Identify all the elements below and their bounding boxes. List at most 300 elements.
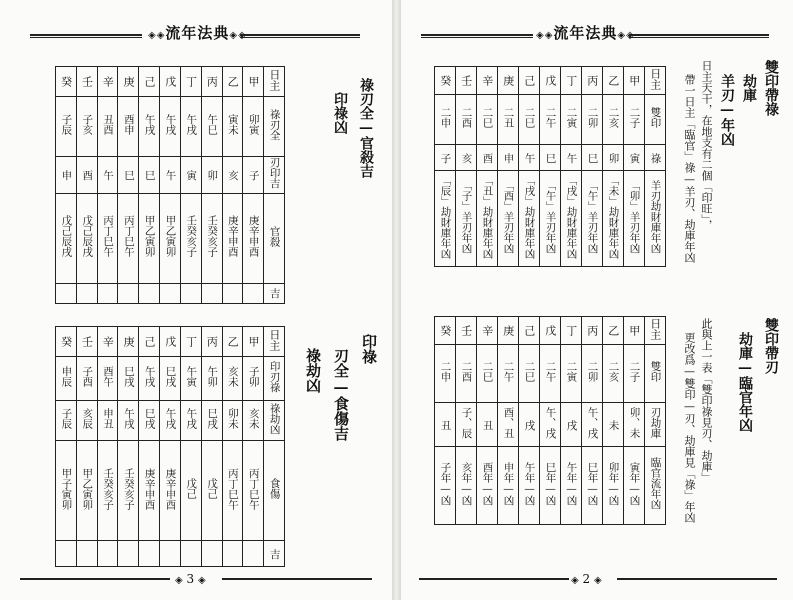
table-cell bbox=[222, 283, 243, 303]
cell-text: 申丑 bbox=[102, 408, 115, 429]
table-cell bbox=[477, 447, 498, 525]
table-cell bbox=[180, 401, 201, 441]
table-header-cell bbox=[435, 317, 456, 345]
note-line: 日主天干，在地支有二個「印旺」， bbox=[700, 60, 713, 231]
table-cell bbox=[243, 541, 264, 567]
table-right-top bbox=[434, 66, 666, 267]
note-line: 更改爲—雙印—刃、劫庫見「祿」年凶 bbox=[683, 332, 696, 523]
cell-text: 癸 bbox=[59, 76, 73, 87]
table-cell bbox=[603, 95, 624, 145]
table-cell bbox=[264, 541, 285, 567]
table-row bbox=[56, 401, 285, 441]
table-cell bbox=[624, 403, 645, 447]
table-cell bbox=[645, 403, 666, 447]
table-cell bbox=[160, 97, 181, 157]
table-cell bbox=[540, 171, 561, 267]
cell-text: 卯未 bbox=[226, 408, 239, 429]
cell-text: 午戌 bbox=[185, 408, 198, 429]
table-cell bbox=[201, 401, 222, 441]
table-header-row bbox=[435, 67, 666, 95]
table-cell bbox=[264, 97, 285, 157]
cell-text: 日主 bbox=[648, 317, 662, 340]
table-cell bbox=[456, 171, 477, 267]
cell-text: 酉 bbox=[81, 169, 94, 181]
cell-text: 祿劫凶 bbox=[268, 402, 281, 435]
table-cell bbox=[160, 441, 181, 541]
cell-text: 乙 bbox=[226, 336, 240, 347]
cell-text: 甲子寅卯 bbox=[60, 467, 73, 510]
table-header-cell bbox=[264, 67, 285, 97]
cell-text: 寅 bbox=[628, 152, 641, 163]
table-header-cell bbox=[624, 317, 645, 345]
cell-text: 壬癸亥子 bbox=[102, 467, 115, 510]
table-header-cell bbox=[56, 327, 77, 357]
cell-text: 甲乙寅卯 bbox=[164, 215, 177, 257]
table-cell bbox=[97, 401, 118, 441]
cell-text: 己 bbox=[522, 325, 536, 336]
left-page bbox=[0, 0, 392, 600]
table-cell bbox=[540, 95, 561, 145]
cell-text: 戊 bbox=[543, 325, 557, 336]
table-row bbox=[435, 345, 666, 403]
cell-text: 酉、丑 bbox=[502, 406, 515, 439]
cell-text: 午戌 bbox=[185, 114, 198, 135]
table-cell bbox=[435, 145, 456, 171]
table-cell bbox=[201, 541, 222, 567]
table-cell bbox=[645, 447, 666, 525]
table-cell bbox=[118, 541, 139, 567]
table-row bbox=[56, 357, 285, 401]
table-cell bbox=[498, 145, 519, 171]
cell-text: 巳戌 bbox=[122, 366, 135, 387]
table-cell bbox=[118, 157, 139, 194]
table-cell bbox=[645, 345, 666, 403]
table-cell bbox=[97, 157, 118, 194]
title-line: 印祿 bbox=[360, 334, 378, 364]
table-cell bbox=[56, 193, 77, 283]
cell-text: 午卯 bbox=[206, 366, 219, 387]
cell-text: 二巳 bbox=[481, 361, 494, 382]
table-cell bbox=[582, 95, 603, 145]
cell-text: 亥未 bbox=[226, 366, 239, 387]
cell-text: 官殺 bbox=[268, 225, 281, 247]
header-rule-right bbox=[629, 34, 769, 38]
ornament-icon: ◈ bbox=[198, 575, 206, 586]
cell-text: 「戌」劫財庫年凶 bbox=[523, 174, 536, 259]
table-cell bbox=[603, 171, 624, 267]
cell-text: 申年—凶 bbox=[502, 461, 515, 506]
table-cell bbox=[76, 97, 97, 157]
table-cell bbox=[645, 95, 666, 145]
cell-text: 日主 bbox=[267, 328, 281, 351]
cell-text: 丁 bbox=[564, 75, 578, 86]
cell-text: 雙印 bbox=[649, 107, 662, 128]
table-cell bbox=[56, 157, 77, 194]
cell-text: 亥 bbox=[460, 152, 473, 163]
title-line: 刃全—食傷吉 bbox=[332, 348, 350, 441]
table-cell bbox=[76, 357, 97, 401]
cell-text: 二午 bbox=[544, 361, 557, 382]
cell-text: 丑 bbox=[481, 419, 494, 430]
cell-text: 日主 bbox=[648, 67, 662, 90]
cell-text: 癸 bbox=[59, 336, 73, 347]
table-cell bbox=[456, 447, 477, 525]
cell-text: 巳戌 bbox=[164, 366, 177, 387]
table-header-cell bbox=[222, 327, 243, 357]
table-cell bbox=[435, 403, 456, 447]
note-right-bottom bbox=[673, 318, 713, 538]
cell-text: 壬 bbox=[80, 76, 94, 87]
cell-text: 丙丁巳午 bbox=[122, 215, 135, 257]
table-cell bbox=[160, 357, 181, 401]
cell-text: 刃劫庫 bbox=[649, 406, 662, 439]
cell-text: 甲 bbox=[627, 75, 641, 86]
cell-text: 卯年—凶 bbox=[607, 461, 620, 506]
cell-text: 「酉」羊刃年凶 bbox=[502, 179, 515, 254]
cell-text: 甲 bbox=[627, 325, 641, 336]
table-cell bbox=[118, 97, 139, 157]
cell-text: 二寅 bbox=[565, 361, 578, 382]
table-cell bbox=[456, 403, 477, 447]
table-cell bbox=[561, 447, 582, 525]
table-cell bbox=[201, 441, 222, 541]
table-row bbox=[56, 541, 285, 567]
cell-text: 午戌 bbox=[164, 114, 177, 135]
title-line: 劫庫 bbox=[741, 74, 757, 102]
table-header-cell bbox=[477, 67, 498, 95]
page-number-right: ◈ 2 ◈ bbox=[571, 572, 602, 586]
table-cell bbox=[139, 157, 160, 194]
cell-text: 酉申 bbox=[122, 114, 135, 135]
table-cell bbox=[118, 357, 139, 401]
cell-text: 丑 bbox=[439, 419, 452, 430]
table-header-cell bbox=[243, 67, 264, 97]
table-cell bbox=[180, 193, 201, 283]
cell-text: 午年—凶 bbox=[523, 461, 536, 506]
table-cell bbox=[456, 145, 477, 171]
table-cell bbox=[435, 447, 456, 525]
title-line: 雙印帶刃 bbox=[763, 318, 779, 374]
table-cell bbox=[498, 403, 519, 447]
table-cell bbox=[540, 403, 561, 447]
table-row bbox=[435, 171, 666, 267]
table-cell bbox=[56, 357, 77, 401]
table-cell bbox=[222, 97, 243, 157]
cell-text: 「子」羊刃年凶 bbox=[460, 179, 473, 254]
table-cell bbox=[180, 97, 201, 157]
cell-text: 亥未 bbox=[247, 408, 260, 429]
table-header-row bbox=[435, 317, 666, 345]
table-header-cell bbox=[498, 67, 519, 95]
cell-text: 午巳 bbox=[206, 114, 219, 135]
table-cell bbox=[519, 345, 540, 403]
table-left-top bbox=[55, 66, 285, 304]
table-cell bbox=[561, 145, 582, 171]
table-cell bbox=[561, 345, 582, 403]
table-header-cell bbox=[477, 317, 498, 345]
cell-text: 卯寅 bbox=[247, 114, 260, 135]
table-cell bbox=[264, 193, 285, 283]
table-cell bbox=[624, 171, 645, 267]
cell-text: 丙 bbox=[205, 76, 219, 87]
cell-text: 午、戌 bbox=[586, 406, 599, 439]
cell-text: 二酉 bbox=[460, 107, 473, 128]
cell-text: 二午 bbox=[544, 107, 557, 128]
cell-text: 午 bbox=[523, 152, 536, 163]
header-title-right: ◈◈流年法典◈◈ bbox=[536, 24, 635, 42]
header-rule-left bbox=[30, 34, 142, 38]
table-cell bbox=[76, 441, 97, 541]
table-row bbox=[435, 403, 666, 447]
title-line: 祿劫凶 bbox=[304, 348, 322, 393]
cell-text: 子辰 bbox=[60, 408, 73, 429]
cell-text: 巳戌 bbox=[206, 408, 219, 429]
cell-text: 丁 bbox=[564, 325, 578, 336]
cell-text: 吉 bbox=[268, 548, 281, 559]
table-header-cell bbox=[624, 67, 645, 95]
table-cell bbox=[139, 357, 160, 401]
table-cell bbox=[477, 95, 498, 145]
cell-text: 日主 bbox=[267, 68, 281, 91]
note-line: 此與上一表「雙印祿見刃、劫庫」 bbox=[700, 318, 713, 483]
cell-text: 子 bbox=[439, 152, 452, 163]
cell-text: 午戌 bbox=[164, 408, 177, 429]
table-header-cell bbox=[243, 327, 264, 357]
table-left-bottom bbox=[55, 326, 285, 567]
table-cell bbox=[180, 157, 201, 194]
cell-text: 壬癸亥子 bbox=[185, 215, 198, 257]
cell-text: 羊刃劫財庫年凶 bbox=[649, 179, 662, 254]
cell-text: 辛 bbox=[101, 336, 115, 347]
table-row bbox=[435, 95, 666, 145]
table-header-cell bbox=[76, 67, 97, 97]
ornament-icon: ◈◈ bbox=[617, 30, 635, 41]
table-cell bbox=[201, 193, 222, 283]
cell-text: 申辰 bbox=[60, 366, 73, 387]
cell-text: 酉午 bbox=[102, 366, 115, 387]
table-cell bbox=[222, 357, 243, 401]
cell-text: 二酉 bbox=[460, 361, 473, 382]
cell-text: 甲乙寅卯 bbox=[143, 215, 156, 257]
table-cell bbox=[139, 283, 160, 303]
cell-text: 吉 bbox=[268, 288, 281, 299]
table-cell bbox=[76, 401, 97, 441]
table-cell bbox=[582, 447, 603, 525]
header-title-left: ◈◈流年法典◈◈ bbox=[148, 24, 247, 42]
table-cell bbox=[243, 193, 264, 283]
cell-text: 子辰 bbox=[60, 114, 73, 135]
cell-text: 卯 bbox=[206, 169, 219, 181]
cell-text: 壬 bbox=[459, 75, 473, 86]
table-cell bbox=[56, 97, 77, 157]
cell-text: 申 bbox=[60, 169, 73, 181]
cell-text: 午年—凶 bbox=[565, 461, 578, 506]
table-cell bbox=[264, 283, 285, 303]
footer-rule-left bbox=[20, 578, 170, 580]
table-cell bbox=[222, 193, 243, 283]
title-line: 祿刃全—官殺吉 bbox=[358, 78, 374, 178]
cell-text: 子亥 bbox=[81, 114, 94, 135]
cell-text: 「午」羊刃年凶 bbox=[586, 179, 599, 254]
table-cell bbox=[624, 447, 645, 525]
table-cell bbox=[498, 345, 519, 403]
cell-text: 戌 bbox=[565, 419, 578, 430]
note-line: 帶一日主「臨官」祿—羊刃、劫庫年凶 bbox=[683, 74, 696, 263]
table-cell bbox=[118, 193, 139, 283]
cell-text: 己 bbox=[142, 76, 156, 87]
cell-text: 二巳 bbox=[481, 107, 494, 128]
cell-text: 甲 bbox=[246, 76, 260, 87]
table-header-row bbox=[56, 327, 285, 357]
cell-text: 壬癸亥子 bbox=[122, 467, 135, 510]
cell-text: 「午」羊刃年凶 bbox=[544, 179, 557, 254]
cell-text: 卯、未 bbox=[628, 406, 641, 439]
cell-text: 亥年—凶 bbox=[460, 461, 473, 506]
cell-text: 二亥 bbox=[607, 107, 620, 128]
table-cell bbox=[160, 157, 181, 194]
table-cell bbox=[519, 403, 540, 447]
table-row bbox=[56, 97, 285, 157]
cell-text: 寅年—凶 bbox=[628, 461, 641, 506]
cell-text: 「辰」劫財庫年凶 bbox=[439, 174, 452, 259]
cell-text: 午戌 bbox=[122, 408, 135, 429]
cell-text: 壬癸亥子 bbox=[206, 215, 219, 257]
table-cell bbox=[498, 95, 519, 145]
cell-text: 祿刃全 bbox=[268, 108, 281, 141]
cell-text: 二申 bbox=[439, 361, 452, 382]
cell-text: 二子 bbox=[628, 361, 641, 382]
table-header-cell bbox=[645, 317, 666, 345]
cell-text: 巳戌 bbox=[143, 408, 156, 429]
table-cell bbox=[624, 145, 645, 171]
cell-text: 甲乙寅卯 bbox=[81, 467, 94, 510]
cell-text: 巳 bbox=[544, 152, 557, 163]
table-header-cell bbox=[118, 67, 139, 97]
ornament-icon: ◈ bbox=[594, 575, 602, 586]
cell-text: 二申 bbox=[439, 107, 452, 128]
table-right-bottom bbox=[434, 316, 666, 525]
table-cell bbox=[56, 541, 77, 567]
cell-text: 巳 bbox=[143, 169, 156, 181]
cell-text: 戌 bbox=[523, 419, 536, 430]
cell-text: 二卯 bbox=[586, 107, 599, 128]
table-cell bbox=[477, 345, 498, 403]
right-page bbox=[401, 0, 793, 600]
table-header-cell bbox=[498, 317, 519, 345]
table-cell bbox=[180, 541, 201, 567]
cell-text: 祿 bbox=[649, 152, 662, 163]
cell-text: 午寅 bbox=[185, 366, 198, 387]
table-row bbox=[435, 145, 666, 171]
cell-text: 雙印 bbox=[649, 361, 662, 382]
table-header-cell bbox=[97, 67, 118, 97]
table-title-right-top bbox=[711, 60, 781, 300]
table-cell bbox=[139, 401, 160, 441]
cell-text: 庚辛申酉 bbox=[226, 215, 239, 257]
table-cell bbox=[603, 345, 624, 403]
table-cell bbox=[97, 97, 118, 157]
table-cell bbox=[645, 171, 666, 267]
table-cell bbox=[56, 283, 77, 303]
book-gutter bbox=[392, 0, 401, 600]
cell-text: 辛 bbox=[480, 75, 494, 86]
cell-text: 二巳 bbox=[523, 361, 536, 382]
cell-text: 午 bbox=[565, 152, 578, 163]
table-cell bbox=[56, 401, 77, 441]
cell-text: 庚 bbox=[122, 336, 136, 347]
table-cell bbox=[498, 447, 519, 525]
table-header-cell bbox=[561, 317, 582, 345]
table-cell bbox=[264, 441, 285, 541]
cell-text: 二寅 bbox=[565, 107, 578, 128]
cell-text: 乙 bbox=[606, 325, 620, 336]
table-cell bbox=[139, 193, 160, 283]
table-cell bbox=[582, 171, 603, 267]
cell-text: 午、戌 bbox=[544, 406, 557, 439]
table-cell bbox=[222, 441, 243, 541]
cell-text: 壬 bbox=[80, 336, 94, 347]
cell-text: 己 bbox=[522, 75, 536, 86]
footer-rule-right bbox=[617, 578, 777, 580]
table-title-left-bottom bbox=[290, 334, 380, 574]
table-header-cell bbox=[456, 317, 477, 345]
cell-text: 丙 bbox=[585, 75, 599, 86]
title-line: 羊刃—年凶 bbox=[719, 74, 735, 146]
cell-text: 食傷 bbox=[268, 478, 281, 499]
table-cell bbox=[477, 145, 498, 171]
table-cell bbox=[160, 283, 181, 303]
table-header-cell bbox=[160, 67, 181, 97]
table-cell bbox=[519, 95, 540, 145]
cell-text: 子酉 bbox=[81, 366, 94, 387]
table-cell bbox=[624, 345, 645, 403]
table-cell bbox=[97, 441, 118, 541]
table-cell bbox=[139, 441, 160, 541]
table-cell bbox=[561, 171, 582, 267]
ornament-icon: ◈ bbox=[571, 575, 579, 586]
table-cell bbox=[118, 401, 139, 441]
table-cell bbox=[243, 97, 264, 157]
table-cell bbox=[456, 95, 477, 145]
table-header-cell bbox=[56, 67, 77, 97]
cell-text: 丁 bbox=[184, 76, 198, 87]
table-cell bbox=[139, 541, 160, 567]
cell-text: 戊 bbox=[163, 76, 177, 87]
table-cell bbox=[456, 345, 477, 403]
table-cell bbox=[222, 401, 243, 441]
table-header-cell bbox=[603, 317, 624, 345]
table-cell bbox=[222, 157, 243, 194]
table-header-cell bbox=[76, 327, 97, 357]
table-cell bbox=[603, 145, 624, 171]
cell-text: 酉年—凶 bbox=[481, 461, 494, 506]
table-cell bbox=[498, 171, 519, 267]
cell-text: 午 bbox=[164, 169, 177, 181]
table-cell bbox=[201, 97, 222, 157]
table-cell bbox=[180, 283, 201, 303]
table-row bbox=[56, 157, 285, 194]
cell-text: 庚 bbox=[122, 76, 136, 87]
table-cell bbox=[76, 541, 97, 567]
table-header-cell bbox=[160, 327, 181, 357]
table-header-cell bbox=[97, 327, 118, 357]
table-header-cell bbox=[540, 317, 561, 345]
table-cell bbox=[201, 357, 222, 401]
table-cell bbox=[603, 403, 624, 447]
cell-text: 戊己辰戌 bbox=[81, 215, 94, 257]
cell-text: 戊己 bbox=[185, 478, 198, 499]
table-cell bbox=[118, 283, 139, 303]
